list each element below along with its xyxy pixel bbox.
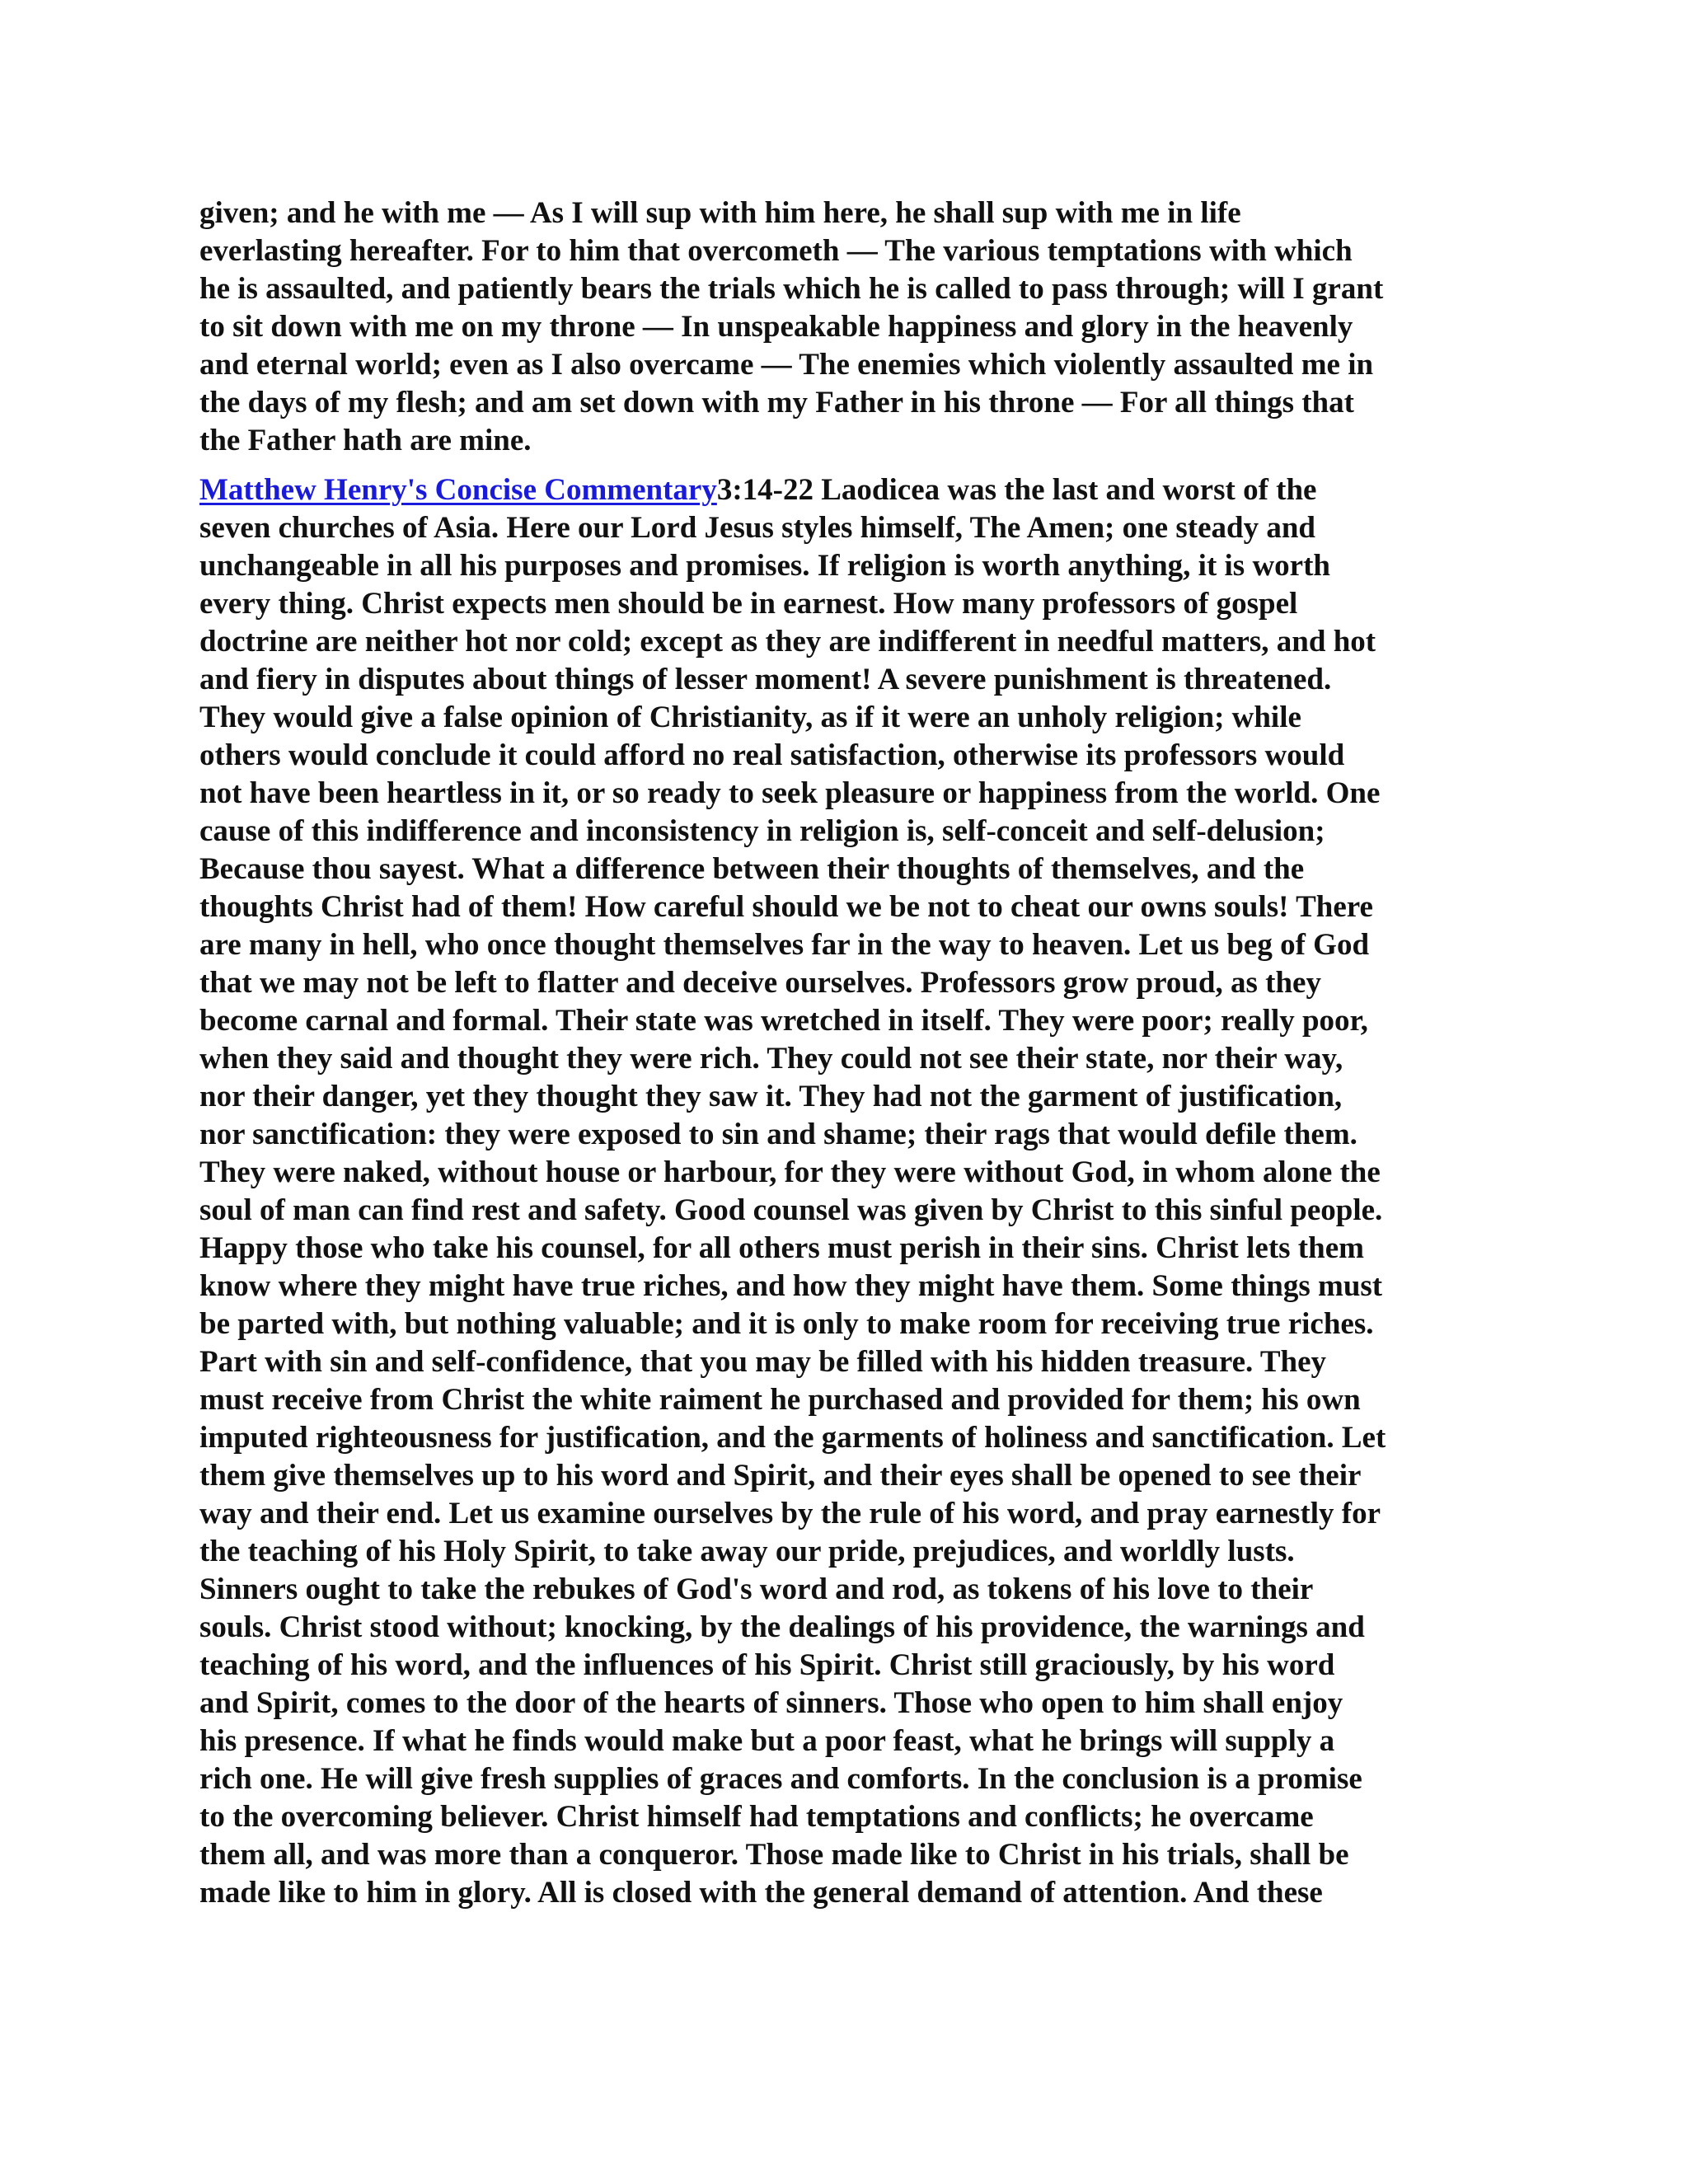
text-line: know where they might have true riches, and how they might have them. Some things must xyxy=(199,1269,1383,1303)
text-line: Because thou sayest. What a difference between their thoughts of themselves, and the xyxy=(199,852,1305,886)
text-line: not have been heartless in it, or so ready to seek pleasure or happiness from the world. One xyxy=(199,776,1381,810)
text-line: They were naked, without house or harbour, for they were without God, in whom alone the xyxy=(199,1155,1381,1189)
text-line: to sit down with me on my throne — In unspeakable happiness and glory in the heavenly xyxy=(199,310,1353,344)
matthew-henry-commentary-link[interactable]: Matthew Henry's Concise Commentary xyxy=(199,473,717,507)
text-line: teaching of his word, and the influences of his Spirit. Christ still graciously, by his word xyxy=(199,1648,1335,1682)
text-line: Part with sin and self-confidence, that you may be filled with his hidden treasure. They xyxy=(199,1345,1327,1379)
text-line: that we may not be left to flatter and deceive ourselves. Professors grow proud, as they xyxy=(199,966,1321,1000)
text-line: unchangeable in all his purposes and promises. If religion is worth anything, it is worth xyxy=(199,549,1330,583)
paragraph-first-line xyxy=(199,471,1493,509)
text-line: nor sanctification: they were exposed to sin and shame; their rags that would defile them. xyxy=(199,1118,1357,1151)
text-line: everlasting hereafter. For to him that overcometh — The various temptations with which xyxy=(199,234,1353,268)
paragraph-commentary-continuation xyxy=(199,194,1493,460)
text-line: must receive from Christ the white raiment he purchased and provided for them; his own xyxy=(199,1383,1361,1417)
text-line: made like to him in glory. All is closed with the general demand of attention. And these xyxy=(199,1876,1323,1910)
text-line: souls. Christ stood without; knocking, by the dealings of his providence, the warnings and xyxy=(199,1610,1365,1644)
text-line: way and their end. Let us examine ourselves by the rule of his word, and pray earnestly for xyxy=(199,1497,1381,1530)
text-line: They would give a false opinion of Christianity, as if it were an unholy religion; while xyxy=(199,701,1301,734)
text-line: and eternal world; even as I also overcame — The enemies which violently assaulted me in xyxy=(199,348,1374,382)
text-line: when they said and thought they were rich. They could not see their state, nor their way, xyxy=(199,1042,1343,1076)
text-line: Sinners ought to take the rebukes of God's word and rod, as tokens of his love to their xyxy=(199,1572,1314,1606)
text-line: and Spirit, comes to the door of the hearts of sinners. Those who open to him shall enjoy xyxy=(199,1686,1343,1720)
text-line: thoughts Christ had of them! How careful should we be not to cheat our owns souls! There xyxy=(199,890,1373,924)
text-line: doctrine are neither hot nor cold; except as they are indifferent in needful matters, and hot xyxy=(199,625,1376,658)
text-line: soul of man can find rest and safety. Good counsel was given by Christ to this sinful people. xyxy=(199,1193,1383,1227)
text-line: them all, and was more than a conqueror. Those made like to Christ in his trials, shall be xyxy=(199,1838,1349,1872)
text-line: cause of this indifference and inconsistency in religion is, self-conceit and self-delusion; xyxy=(199,814,1325,848)
text-line: rich one. He will give fresh supplies of graces and comforts. In the conclusion is a promise xyxy=(199,1762,1362,1796)
text-line: seven churches of Asia. Here our Lord Jesus styles himself, The Amen; one steady and xyxy=(199,511,1315,545)
text-line: the days of my flesh; and am set down with my Father in his throne — For all things that xyxy=(199,386,1354,419)
text-line: Happy those who take his counsel, for all others must perish in their sins. Christ lets them xyxy=(199,1231,1364,1265)
text-line: he is assaulted, and patiently bears the trials which he is called to pass through; will I grant xyxy=(199,272,1384,306)
text-line: and fiery in disputes about things of lesser moment! A severe punishment is threatened. xyxy=(199,663,1332,696)
text-line: the Father hath are mine. xyxy=(199,424,532,457)
text-line: imputed righteousness for justification, and the garments of holiness and sanctification. Let xyxy=(199,1421,1386,1455)
text-line: others would conclude it could afford no real satisfaction, otherwise its professors would xyxy=(199,738,1345,772)
text-line: be parted with, but nothing valuable; and it is only to make room for receiving true riches. xyxy=(199,1307,1374,1341)
text-line: his presence. If what he finds would make but a poor feast, what he brings will supply a xyxy=(199,1724,1335,1758)
text-line: are many in hell, who once thought themselves far in the way to heaven. Let us beg of God xyxy=(199,928,1370,962)
text-line: the teaching of his Holy Spirit, to take away our pride, prejudices, and worldly lusts. xyxy=(199,1535,1295,1568)
text-line: every thing. Christ expects men should be in earnest. How many professors of gospel xyxy=(199,587,1298,621)
text-line: given; and he with me — As I will sup with him here, he shall sup with me in life xyxy=(199,196,1241,230)
text-line: them give themselves up to his word and Spirit, and their eyes shall be opened to see their xyxy=(199,1459,1362,1493)
text-line: nor their danger, yet they thought they saw it. They had not the garment of justification, xyxy=(199,1080,1343,1113)
text-line: to the overcoming believer. Christ himself had temptations and conflicts; he overcame xyxy=(199,1800,1314,1834)
text-line: become carnal and formal. Their state was wretched in itself. They were poor; really poor, xyxy=(199,1004,1368,1038)
verse-reference-text: 3:14-22 Laodicea was the last and worst of the xyxy=(716,473,1317,507)
paragraph-matthew-henry-commentary xyxy=(199,471,1493,1912)
